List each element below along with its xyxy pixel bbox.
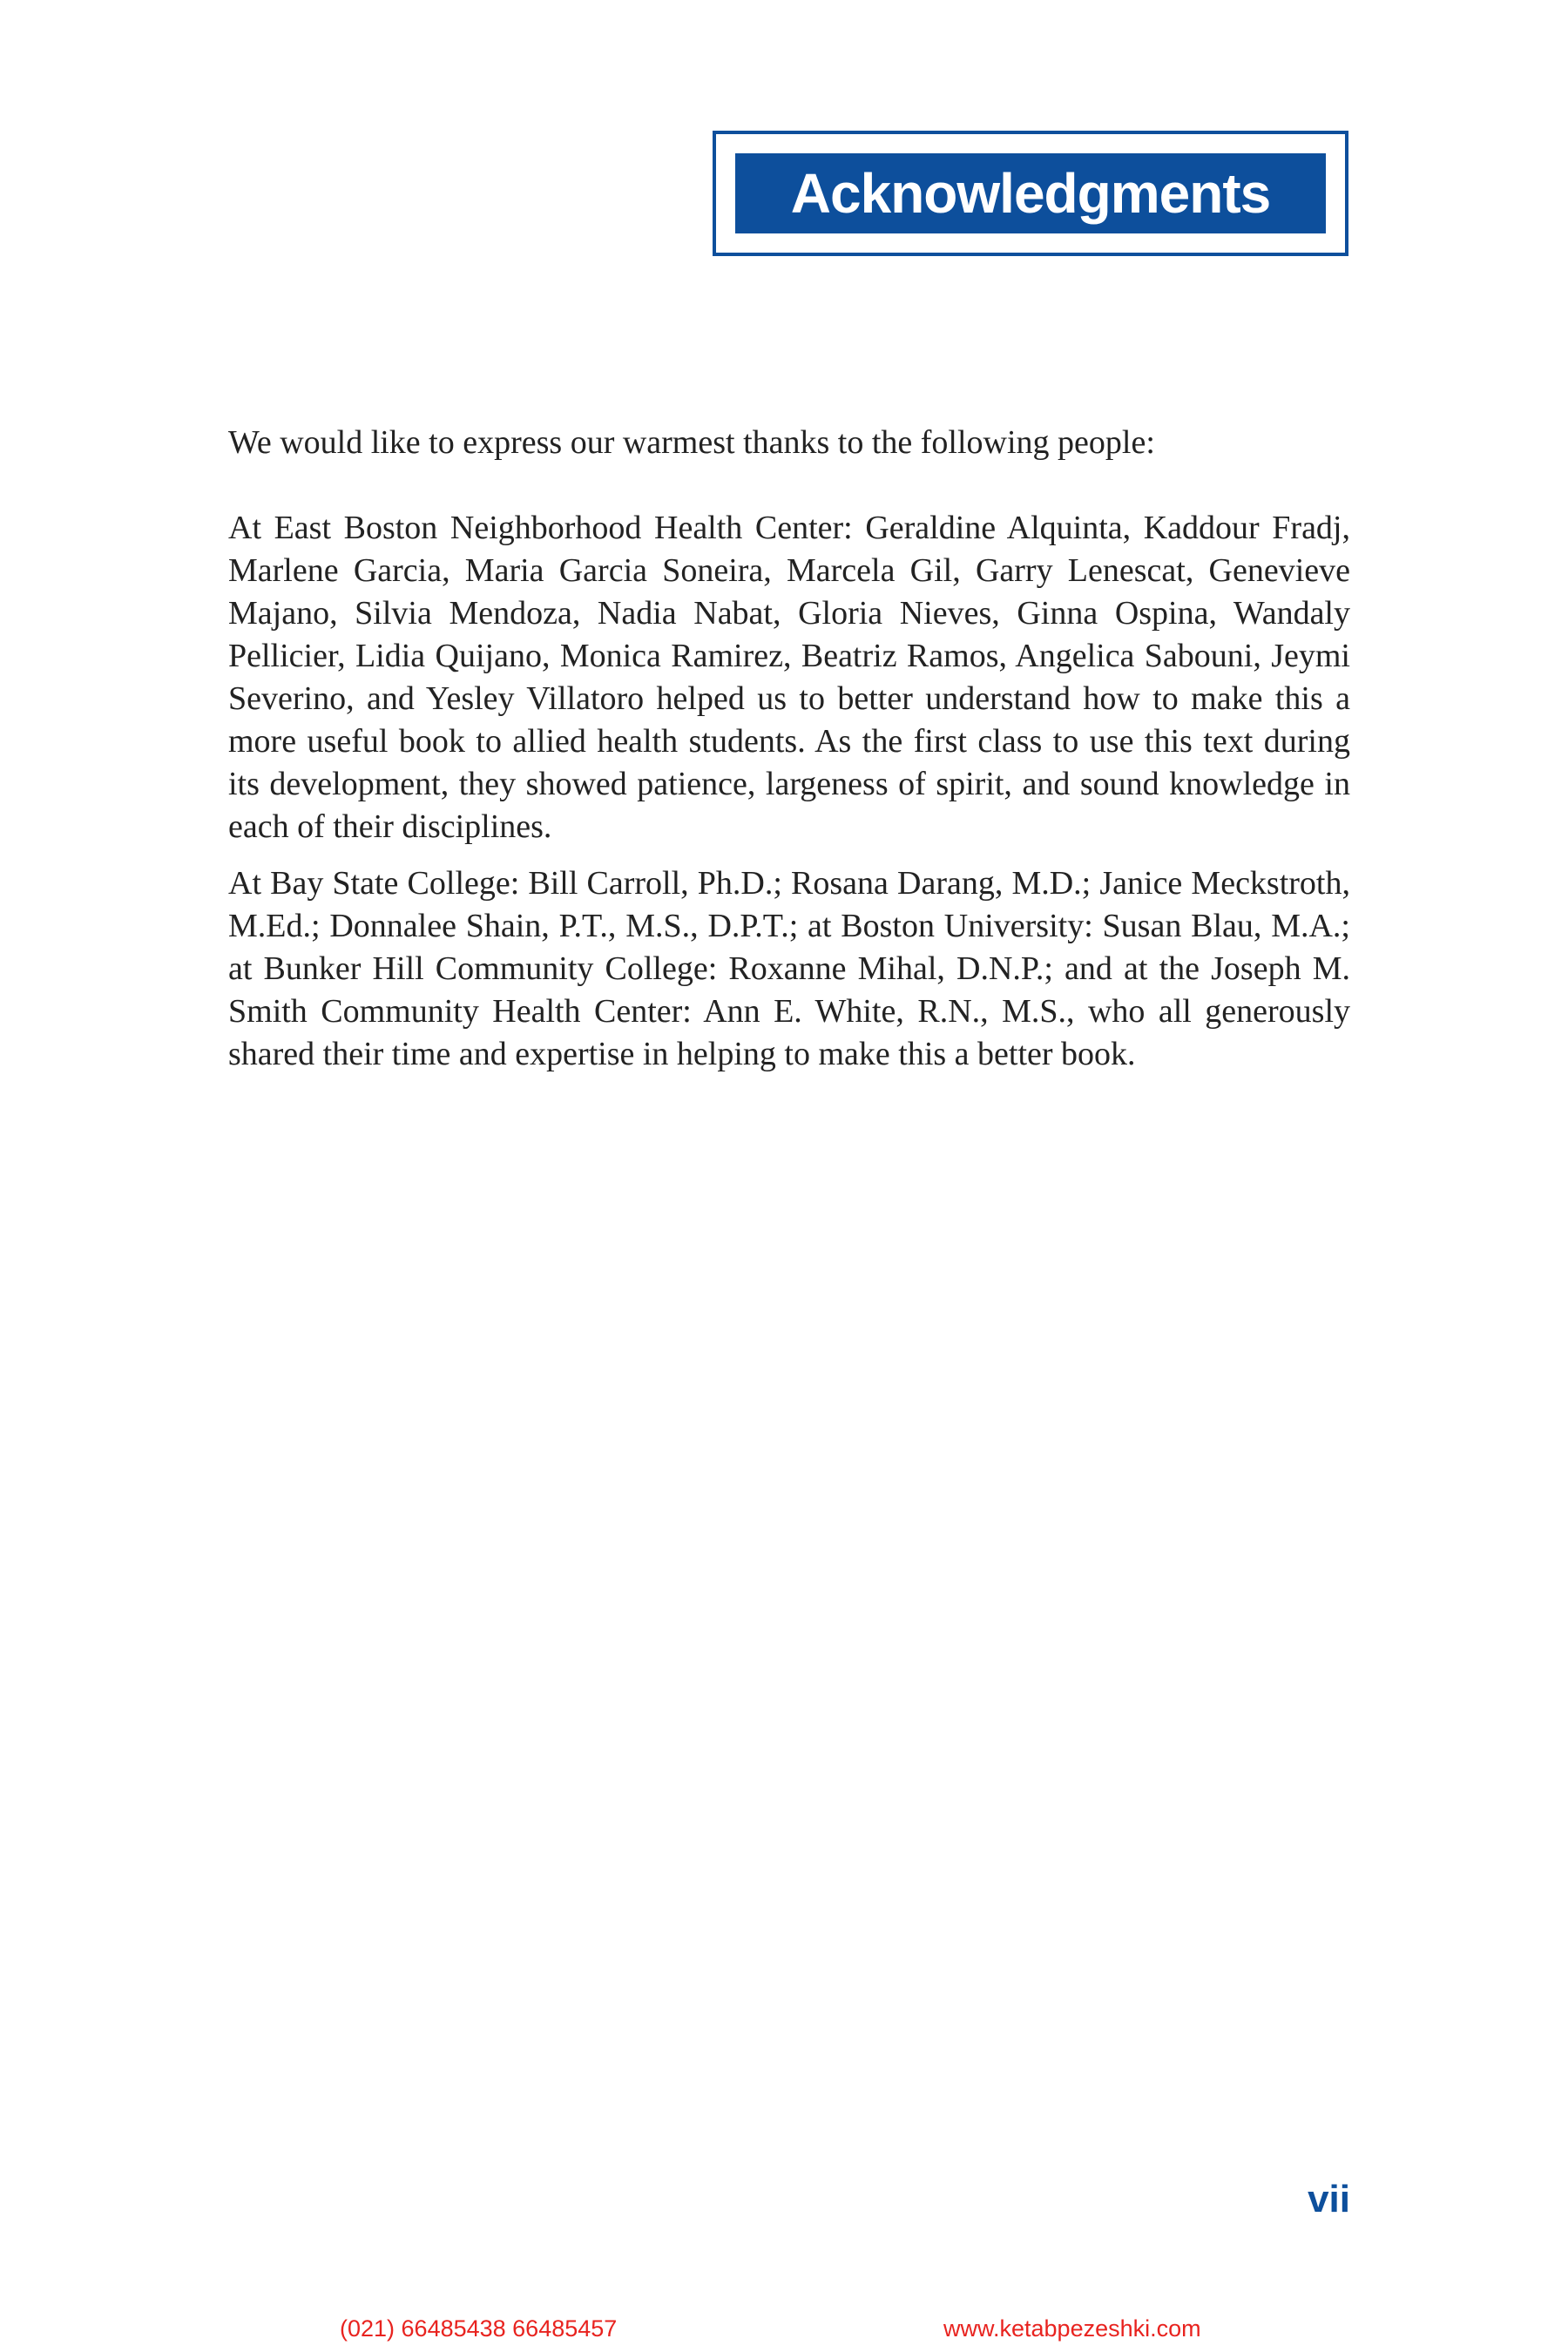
section-title-banner (735, 153, 1326, 233)
body-text (228, 422, 1350, 1076)
paragraph-bay-state: At Bay State College: Bill Carroll, Ph.D.; Rosana Darang, M.D.; Janice Meckstroth, M.Ed.; Donnalee Shain, P.T., M.S., D.P.T.; at Boston University: Susan Blau, M.A.; at Bunker Hill Community College: Roxanne Mihal, D.N.P.; and at the Joseph M. Smith Community Health Center: Ann E. White, R.N., M.S., who all generously shared their time and expertise in helping to make this a better book. (228, 865, 1350, 1072)
page-number: vii (1308, 2178, 1350, 2220)
section-title: Acknowledgments (790, 162, 1271, 225)
footer-phone: (021) 66485438 66485457 (340, 2315, 618, 2342)
section-title-box (713, 131, 1348, 256)
footer-website: www.ketabpezeshki.com (943, 2315, 1201, 2342)
intro-paragraph: We would like to express our warmest thanks to the following people: (228, 424, 1155, 461)
paragraph-east-boston: At East Boston Neighborhood Health Center: Geraldine Alquinta, Kaddour Fradj, Marlene Garcia, Maria Garcia Soneira, Marcela Gil, Garry Lenescat, Genevieve Majano, Silvia Mendoza, Nadia Nabat, Gloria Nieves, Ginna Ospina, Wandaly Pellicier, Lidia Quijano, Monica Ramirez, Beatriz Ramos, Angelica Sabouni, Jeymi Severino, and Yesley Villatoro helped us to better understand how to make this a more useful book to allied health students. As the first class to use this text during its development, they showed patience, largeness of spirit, and sound knowledge in each of their disciplines. (228, 510, 1350, 845)
